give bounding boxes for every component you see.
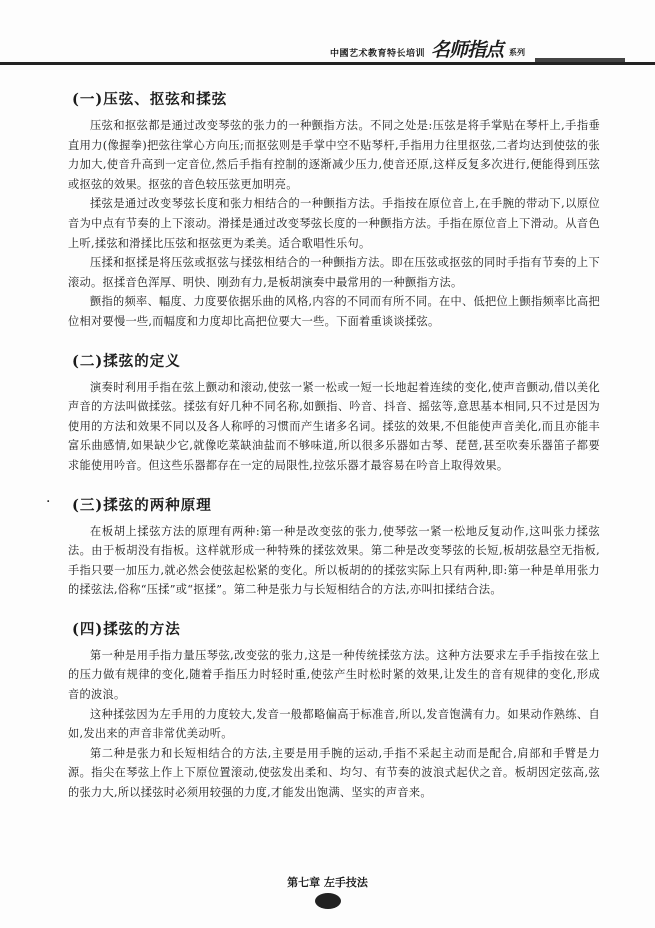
paragraph: 颤指的频率、幅度、力度要依据乐曲的风格,内容的不同而有所不同。在中、低把位上颤指频率比高把位相对要慢一些,而幅度和力度却比高把位要大一些。下面着重谈谈揉弦。 <box>68 295 600 328</box>
header-brand: 名师指点 <box>431 39 504 61</box>
section-2 <box>68 350 600 476</box>
paragraph: 第二种是张力和长短相结合的方法,主要是用手腕的运动,手指不采起主动而是配合,肩部和手臂是力源。指尖在琴弦上作上下原位置滚动,使弦发出柔和、均匀、有节奏的波浪式起伏之音。板胡因定弦高,弦的张力大,所以揉弦时必须用较强的力度,才能发出饱满、坚实的声音来。 <box>68 746 600 800</box>
header-series: 系列 <box>509 48 526 57</box>
paragraph: 在板胡上揉弦方法的原理有两种:第一种是改变弦的张力,使琴弦一紧一松地反复动作,这叫张力揉弦法。由于板胡没有指板。这样就形成一种特殊的揉弦效果。第二种是改变琴弦的长短,板胡弦悬空无指板,手指只要一加压力,就必然会使弦起松紧的变化。所以板胡的的揉弦实际上只有两种,即:第一种是单用张力的揉弦法,俗称“压揉”或“抠揉”。第二种是张力与长短相结合的方法,亦叫扣揉结合法。 <box>68 524 600 597</box>
section-title: (一)压弦、抠弦和揉弦 <box>72 91 228 108</box>
paragraph: 第一种是用手指力量压琴弦,改变弦的张力,这是一种传统揉弦方法。这种方法要求左手手指按在弦上的压力做有规律的变化,随着手指压力时轻时重,使弦产生时松时紧的效果,让发生的音有规律的变化,形成音的波浪。 <box>68 648 600 702</box>
paragraph: 压弦和抠弦都是通过改变琴弦的张力的一种颤指方法。不同之处是:压弦是将手掌贴在琴杆上,手指垂直用力(像握拳)把弦往掌心方向压;而抠弦则是手掌中空不贴琴杆,手指用力往里抠弦,二者均达到使弦的张力加大,使音升高到一定音位,然后手指有控制的逐渐减少压力,使音还原,这样反复多次进行,便能得到压弦或抠弦的效果。抠弦的音色较压弦更加明亮。 <box>68 119 600 191</box>
page-number-badge <box>315 893 341 909</box>
section-3 <box>46 493 600 600</box>
section-4 <box>68 618 600 803</box>
bullet-mark: · <box>46 493 51 510</box>
section-title: (二)揉弦的定义 <box>72 352 181 370</box>
header-rule <box>0 62 655 65</box>
page-footer <box>0 871 655 909</box>
paragraph: 演奏时利用手指在弦上颤动和滚动,使弦一紧一松或一短一长地起着连续的变化,使声音颤动,借以美化声音的方法叫做揉弦。揉弦有好几种不同名称,如颤指、吟音、抖音、摇弦等,意思基本相同,只不过是因为使用的方法和效果不同以及各人称呼的习惯而产生诸多名词。揉弦的效果,不但能使声音美化,而且亦能丰富乐曲感情,如果缺少它,就像吃菜缺油盐而不够味道,所以很多乐器如古琴、琵琶,甚至吹奏乐器笛子都要求能使用吟音。但这些乐器都存在一定的局限性,拉弦乐器才最容易在吟音上取得效果。 <box>68 380 600 472</box>
paragraph: 揉弦是通过改变琴弦长度和张力相结合的一种颤指方法。手指按在原位音上,在手腕的带动下,以原位音为中点有节奏的上下滚动。滑揉是通过改变琴弦长度的一种颤指方法。手指在原位音上下滑动。从音色上听,揉弦和滑揉比压弦和抠弦更为柔美。适合歌唱性乐句。 <box>68 197 600 250</box>
paragraph: 这种揉弦因为左手用的力度较大,发音一般都略偏高于标准音,所以,发音饱满有力。如果动作熟练、自如,发出来的声音非常优美动听。 <box>68 707 600 741</box>
page-body <box>46 88 600 821</box>
chapter-title: 第七章 左手技法 <box>287 876 368 889</box>
paragraph: 压揉和抠揉是将压弦或抠弦与揉弦相结合的一种颤指方法。即在压弦或抠弦的同时手指有节奏的上下滚动。抠揉音色浑厚、明快、刚劲有力,是板胡演奏中最常用的一种颤指方法。 <box>68 256 600 289</box>
section-1 <box>68 88 600 332</box>
header-org: 中國艺术教育特长培训 <box>330 49 426 59</box>
section-title: (四)揉弦的方法 <box>72 620 181 638</box>
section-title: (三)揉弦的两种原理 <box>72 496 212 514</box>
section-title-wrap <box>46 493 600 515</box>
